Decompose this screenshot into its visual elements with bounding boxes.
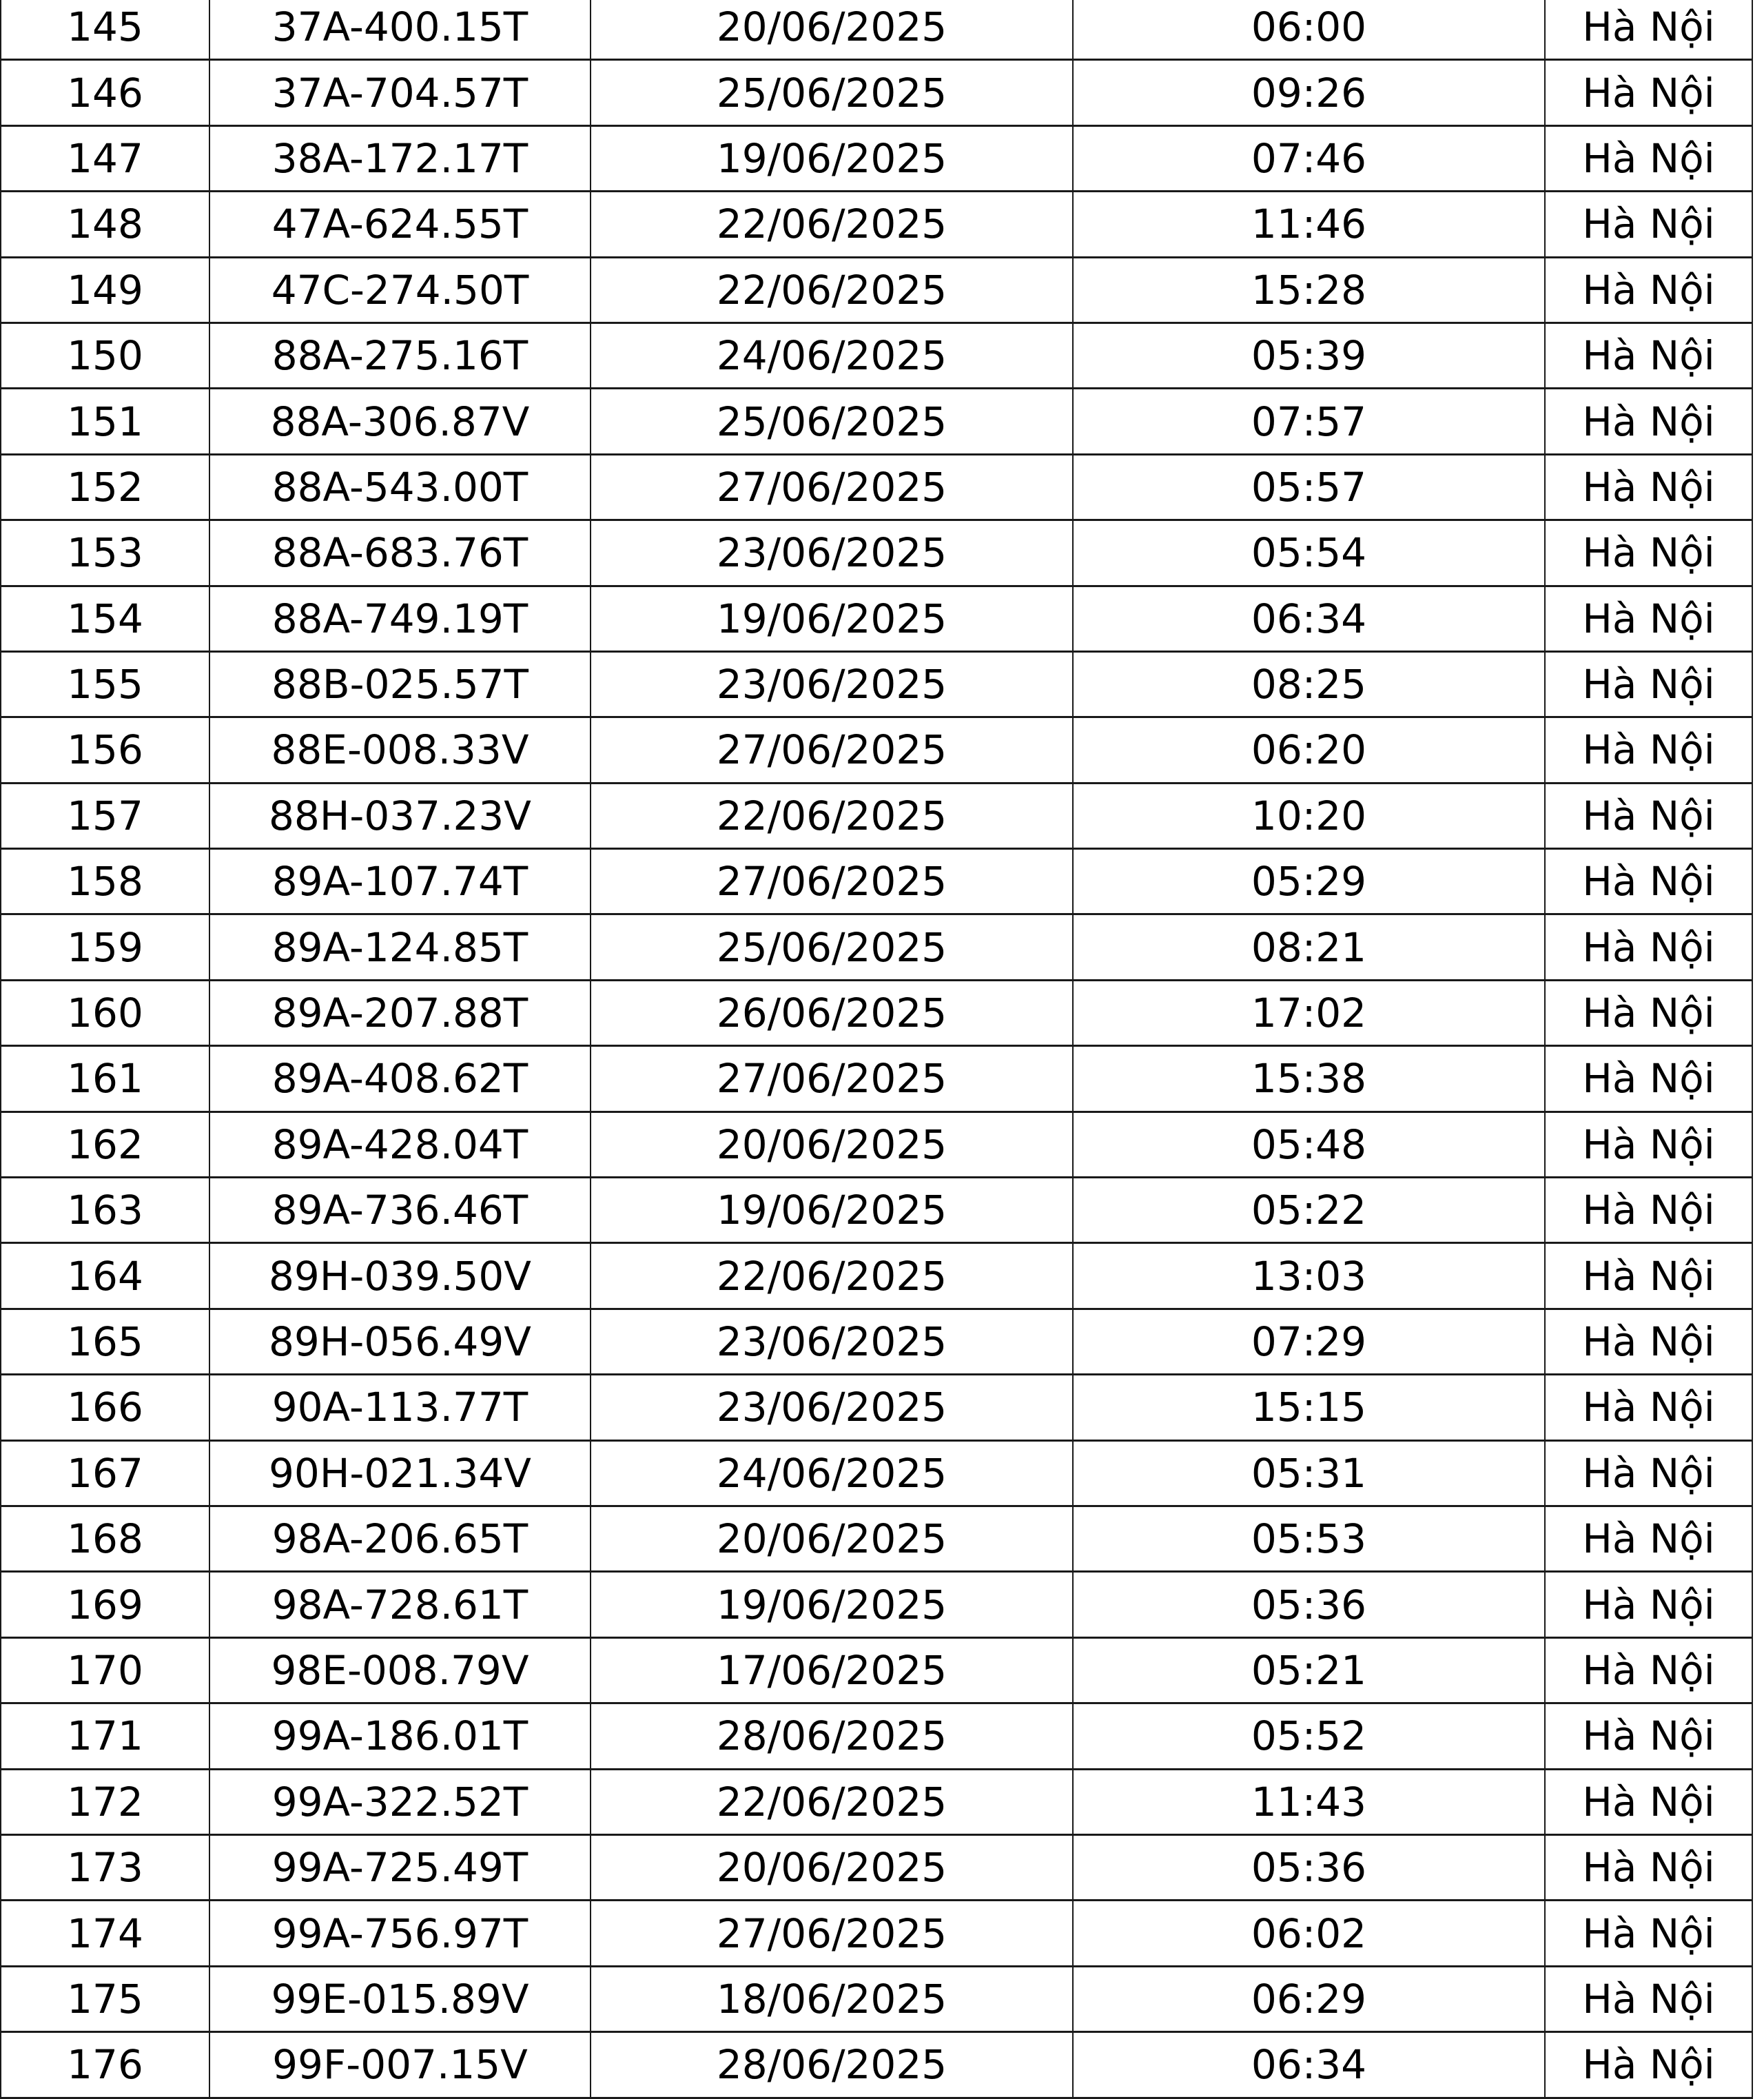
location-cell[interactable]: Hà Nội	[1545, 1966, 1752, 2031]
license-plate-cell[interactable]: 88A-306.87V	[209, 389, 591, 454]
table-row	[1, 257, 1752, 322]
date-cell[interactable]: 17/06/2025	[591, 1637, 1073, 1703]
row-number-cell[interactable]: 176	[1, 2032, 209, 2098]
license-plate-cell[interactable]: 99E-015.89V	[209, 1966, 591, 2031]
table-row	[1, 783, 1752, 848]
row-number-cell[interactable]: 145	[1, 0, 209, 60]
location-cell[interactable]: Hà Nội	[1545, 980, 1752, 1045]
license-plate-cell[interactable]: 98A-206.65T	[209, 1506, 591, 1571]
time-cell[interactable]: 05:48	[1073, 1112, 1545, 1177]
time-cell[interactable]: 07:46	[1073, 125, 1545, 191]
time-cell[interactable]: 05:53	[1073, 1506, 1545, 1571]
license-plate-cell[interactable]: 89A-124.85T	[209, 914, 591, 980]
date-cell[interactable]: 27/06/2025	[591, 717, 1073, 783]
table-row	[1, 1966, 1752, 2031]
date-cell[interactable]: 25/06/2025	[591, 914, 1073, 980]
license-plate-cell[interactable]: 98A-728.61T	[209, 1572, 591, 1637]
table-row	[1, 1112, 1752, 1177]
time-cell[interactable]: 05:39	[1073, 322, 1545, 388]
date-cell[interactable]: 19/06/2025	[591, 125, 1073, 191]
time-cell[interactable]: 07:29	[1073, 1309, 1545, 1374]
table-row	[1, 192, 1752, 257]
time-cell[interactable]: 05:31	[1073, 1440, 1545, 1506]
date-cell[interactable]: 27/06/2025	[591, 1046, 1073, 1112]
time-cell[interactable]: 05:22	[1073, 1178, 1545, 1243]
location-cell[interactable]: Hà Nội	[1545, 389, 1752, 454]
date-cell[interactable]: 24/06/2025	[591, 322, 1073, 388]
table-row	[1, 454, 1752, 520]
license-plate-cell[interactable]: 47A-624.55T	[209, 192, 591, 257]
location-cell[interactable]: Hà Nội	[1545, 2032, 1752, 2098]
time-cell[interactable]: 06:00	[1073, 0, 1545, 60]
row-number-cell[interactable]: 156	[1, 717, 209, 783]
license-plate-cell[interactable]: 88B-025.57T	[209, 651, 591, 717]
location-cell[interactable]: Hà Nội	[1545, 454, 1752, 520]
row-number-cell[interactable]: 170	[1, 1637, 209, 1703]
date-cell[interactable]: 22/06/2025	[591, 1243, 1073, 1309]
license-plate-cell[interactable]: 99A-756.97T	[209, 1901, 591, 1966]
license-plate-cell[interactable]: 99A-186.01T	[209, 1703, 591, 1769]
time-cell[interactable]: 05:52	[1073, 1703, 1545, 1769]
time-cell[interactable]: 05:54	[1073, 520, 1545, 586]
location-cell[interactable]: Hà Nội	[1545, 783, 1752, 848]
row-number-cell[interactable]: 163	[1, 1178, 209, 1243]
license-plate-cell[interactable]: 89A-207.88T	[209, 980, 591, 1045]
table-row	[1, 1178, 1752, 1243]
date-cell[interactable]: 20/06/2025	[591, 1112, 1073, 1177]
time-cell[interactable]: 10:20	[1073, 783, 1545, 848]
row-number-cell[interactable]: 159	[1, 914, 209, 980]
table-row	[1, 322, 1752, 388]
time-cell[interactable]: 09:26	[1073, 60, 1545, 125]
location-cell[interactable]: Hà Nội	[1545, 1637, 1752, 1703]
location-cell[interactable]: Hà Nội	[1545, 1703, 1752, 1769]
row-number-cell[interactable]: 175	[1, 1966, 209, 2031]
row-number-cell[interactable]: 160	[1, 980, 209, 1045]
row-number-cell[interactable]: 165	[1, 1309, 209, 1374]
license-plate-cell[interactable]: 89A-736.46T	[209, 1178, 591, 1243]
table-row	[1, 914, 1752, 980]
license-plate-cell[interactable]: 99F-007.15V	[209, 2032, 591, 2098]
license-plate-cell[interactable]: 99A-725.49T	[209, 1834, 591, 1900]
row-number-cell[interactable]: 151	[1, 389, 209, 454]
license-plate-cell[interactable]: 37A-400.15T	[209, 0, 591, 60]
table-row	[1, 717, 1752, 783]
location-cell[interactable]: Hà Nội	[1545, 1309, 1752, 1374]
row-number-cell[interactable]: 166	[1, 1375, 209, 1440]
location-cell[interactable]: Hà Nội	[1545, 192, 1752, 257]
table-row	[1, 586, 1752, 651]
license-plate-cell[interactable]: 89A-408.62T	[209, 1046, 591, 1112]
location-cell[interactable]: Hà Nội	[1545, 1901, 1752, 1966]
row-number-cell[interactable]: 174	[1, 1901, 209, 1966]
row-number-cell[interactable]: 169	[1, 1572, 209, 1637]
date-cell[interactable]: 25/06/2025	[591, 389, 1073, 454]
time-cell[interactable]: 06:20	[1073, 717, 1545, 783]
date-cell[interactable]: 19/06/2025	[591, 1178, 1073, 1243]
license-plate-cell[interactable]: 89A-107.74T	[209, 849, 591, 914]
time-cell[interactable]: 05:36	[1073, 1834, 1545, 1900]
license-plate-cell[interactable]: 90A-113.77T	[209, 1375, 591, 1440]
location-cell[interactable]: Hà Nội	[1545, 60, 1752, 125]
time-cell[interactable]: 05:36	[1073, 1572, 1545, 1637]
row-number-cell[interactable]: 168	[1, 1506, 209, 1571]
location-cell[interactable]: Hà Nội	[1545, 1375, 1752, 1440]
table-row	[1, 1243, 1752, 1309]
time-cell[interactable]: 11:43	[1073, 1769, 1545, 1834]
date-cell[interactable]: 23/06/2025	[591, 651, 1073, 717]
license-plate-cell[interactable]: 89H-056.49V	[209, 1309, 591, 1374]
license-plate-cell[interactable]: 89H-039.50V	[209, 1243, 591, 1309]
location-cell[interactable]: Hà Nội	[1545, 914, 1752, 980]
row-number-cell[interactable]: 153	[1, 520, 209, 586]
date-cell[interactable]: 28/06/2025	[591, 1703, 1073, 1769]
license-plate-cell[interactable]: 98E-008.79V	[209, 1637, 591, 1703]
date-cell[interactable]: 22/06/2025	[591, 1769, 1073, 1834]
row-number-cell[interactable]: 157	[1, 783, 209, 848]
date-cell[interactable]: 20/06/2025	[591, 1834, 1073, 1900]
location-cell[interactable]: Hà Nội	[1545, 322, 1752, 388]
table-row	[1, 1375, 1752, 1440]
location-cell[interactable]: Hà Nội	[1545, 1834, 1752, 1900]
location-cell[interactable]: Hà Nội	[1545, 125, 1752, 191]
row-number-cell[interactable]: 149	[1, 257, 209, 322]
date-cell[interactable]: 26/06/2025	[591, 980, 1073, 1045]
row-number-cell[interactable]: 155	[1, 651, 209, 717]
table-row	[1, 651, 1752, 717]
license-plate-cell[interactable]: 88A-749.19T	[209, 586, 591, 651]
location-cell[interactable]: Hà Nội	[1545, 1046, 1752, 1112]
table-row	[1, 1572, 1752, 1637]
date-cell[interactable]: 22/06/2025	[591, 257, 1073, 322]
time-cell[interactable]: 05:29	[1073, 849, 1545, 914]
date-cell[interactable]: 27/06/2025	[591, 1901, 1073, 1966]
location-cell[interactable]: Hà Nội	[1545, 1506, 1752, 1571]
location-cell[interactable]: Hà Nội	[1545, 1572, 1752, 1637]
license-plate-cell[interactable]: 37A-704.57T	[209, 60, 591, 125]
time-cell[interactable]: 06:34	[1073, 2032, 1545, 2098]
license-plate-cell[interactable]: 38A-172.17T	[209, 125, 591, 191]
table-row	[1, 60, 1752, 125]
location-cell[interactable]: Hà Nội	[1545, 520, 1752, 586]
date-cell[interactable]: 28/06/2025	[591, 2032, 1073, 2098]
location-cell[interactable]: Hà Nội	[1545, 1178, 1752, 1243]
location-cell[interactable]: Hà Nội	[1545, 849, 1752, 914]
date-cell[interactable]: 20/06/2025	[591, 0, 1073, 60]
row-number-cell[interactable]: 173	[1, 1834, 209, 1900]
date-cell[interactable]: 24/06/2025	[591, 1440, 1073, 1506]
location-cell[interactable]: Hà Nội	[1545, 651, 1752, 717]
time-cell[interactable]: 15:28	[1073, 257, 1545, 322]
row-number-cell[interactable]: 171	[1, 1703, 209, 1769]
table-row	[1, 1703, 1752, 1769]
time-cell[interactable]: 15:15	[1073, 1375, 1545, 1440]
table-row	[1, 2032, 1752, 2098]
row-number-cell[interactable]: 164	[1, 1243, 209, 1309]
row-number-cell[interactable]: 152	[1, 454, 209, 520]
table-row	[1, 0, 1752, 60]
time-cell[interactable]: 08:25	[1073, 651, 1545, 717]
license-plate-cell[interactable]: 99A-322.52T	[209, 1769, 591, 1834]
license-plate-cell[interactable]: 88A-275.16T	[209, 322, 591, 388]
row-number-cell[interactable]: 148	[1, 192, 209, 257]
time-cell[interactable]: 07:57	[1073, 389, 1545, 454]
table-row	[1, 1506, 1752, 1571]
location-cell[interactable]: Hà Nội	[1545, 1243, 1752, 1309]
license-plate-cell[interactable]: 88H-037.23V	[209, 783, 591, 848]
row-number-cell[interactable]: 167	[1, 1440, 209, 1506]
table-row	[1, 1046, 1752, 1112]
time-cell[interactable]: 06:34	[1073, 586, 1545, 651]
row-number-cell[interactable]: 146	[1, 60, 209, 125]
table-row	[1, 849, 1752, 914]
location-cell[interactable]: Hà Nội	[1545, 0, 1752, 60]
date-cell[interactable]: 23/06/2025	[591, 1309, 1073, 1374]
row-number-cell[interactable]: 172	[1, 1769, 209, 1834]
location-cell[interactable]: Hà Nội	[1545, 257, 1752, 322]
table-row	[1, 1834, 1752, 1900]
time-cell[interactable]: 05:21	[1073, 1637, 1545, 1703]
location-cell[interactable]: Hà Nội	[1545, 1440, 1752, 1506]
time-cell[interactable]: 06:29	[1073, 1966, 1545, 2031]
table-row	[1, 1769, 1752, 1834]
row-number-cell[interactable]: 154	[1, 586, 209, 651]
row-number-cell[interactable]: 162	[1, 1112, 209, 1177]
time-cell[interactable]: 15:38	[1073, 1046, 1545, 1112]
license-plate-cell[interactable]: 89A-428.04T	[209, 1112, 591, 1177]
location-cell[interactable]: Hà Nội	[1545, 586, 1752, 651]
license-plate-cell[interactable]: 88A-543.00T	[209, 454, 591, 520]
time-cell[interactable]: 11:46	[1073, 192, 1545, 257]
date-cell[interactable]: 22/06/2025	[591, 192, 1073, 257]
date-cell[interactable]: 27/06/2025	[591, 849, 1073, 914]
table-row	[1, 980, 1752, 1045]
row-number-cell[interactable]: 158	[1, 849, 209, 914]
date-cell[interactable]: 23/06/2025	[591, 1375, 1073, 1440]
table-row	[1, 1440, 1752, 1506]
time-cell[interactable]: 06:02	[1073, 1901, 1545, 1966]
date-cell[interactable]: 22/06/2025	[591, 783, 1073, 848]
time-cell[interactable]: 08:21	[1073, 914, 1545, 980]
time-cell[interactable]: 13:03	[1073, 1243, 1545, 1309]
location-cell[interactable]: Hà Nội	[1545, 1112, 1752, 1177]
time-cell[interactable]: 17:02	[1073, 980, 1545, 1045]
table-body	[1, 0, 1752, 2098]
license-plate-cell[interactable]: 88A-683.76T	[209, 520, 591, 586]
license-plate-cell[interactable]: 90H-021.34V	[209, 1440, 591, 1506]
table-row	[1, 125, 1752, 191]
date-cell[interactable]: 20/06/2025	[591, 1506, 1073, 1571]
row-number-cell[interactable]: 150	[1, 322, 209, 388]
row-number-cell[interactable]: 161	[1, 1046, 209, 1112]
date-cell[interactable]: 27/06/2025	[591, 454, 1073, 520]
table-row	[1, 389, 1752, 454]
license-plate-cell[interactable]: 47C-274.50T	[209, 257, 591, 322]
row-number-cell[interactable]: 147	[1, 125, 209, 191]
table-row	[1, 1901, 1752, 1966]
time-cell[interactable]: 05:57	[1073, 454, 1545, 520]
date-cell[interactable]: 25/06/2025	[591, 60, 1073, 125]
date-cell[interactable]: 23/06/2025	[591, 520, 1073, 586]
date-cell[interactable]: 19/06/2025	[591, 586, 1073, 651]
location-cell[interactable]: Hà Nội	[1545, 717, 1752, 783]
table-row	[1, 1309, 1752, 1374]
table-row	[1, 1637, 1752, 1703]
date-cell[interactable]: 19/06/2025	[591, 1572, 1073, 1637]
location-cell[interactable]: Hà Nội	[1545, 1769, 1752, 1834]
license-plate-cell[interactable]: 88E-008.33V	[209, 717, 591, 783]
date-cell[interactable]: 18/06/2025	[591, 1966, 1073, 2031]
table-row	[1, 520, 1752, 586]
